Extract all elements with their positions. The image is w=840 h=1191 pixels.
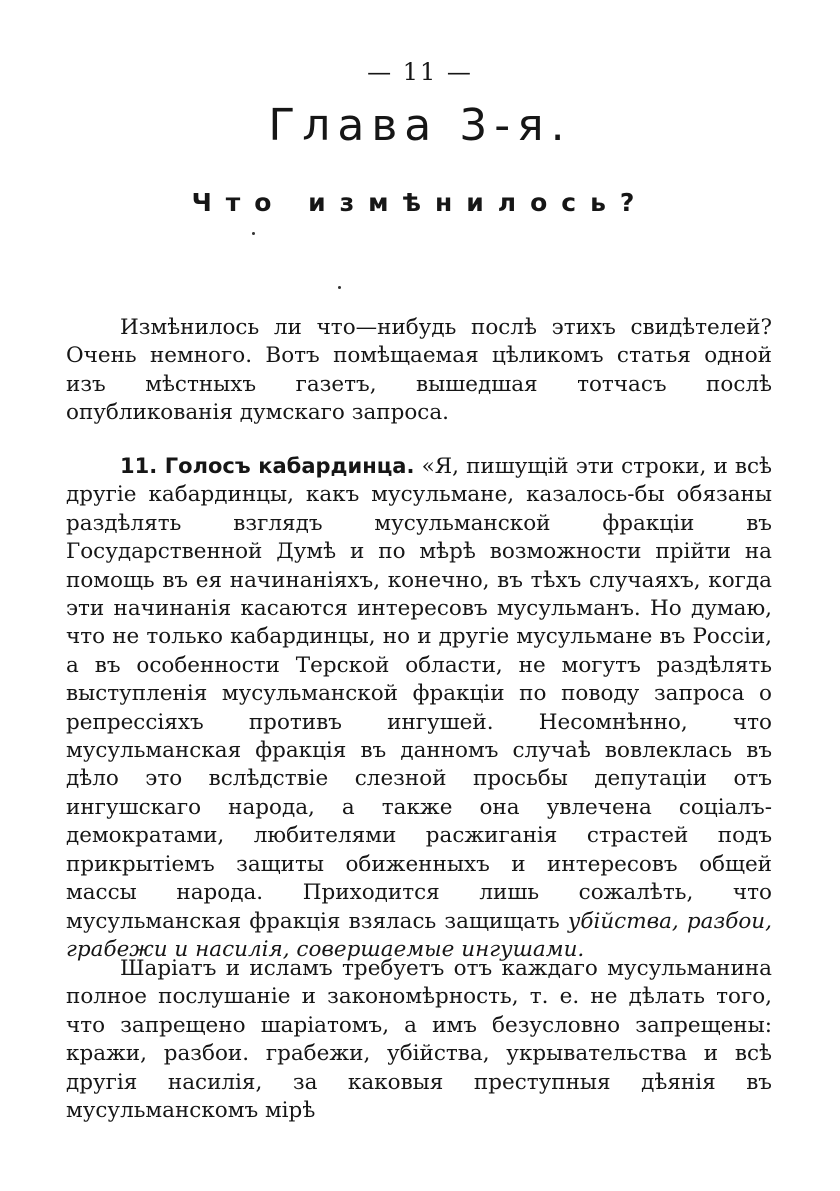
print-speck	[252, 232, 255, 235]
chapter-title: Глава 3-я.	[268, 100, 572, 151]
paragraph-1	[66, 314, 772, 428]
paragraph-1-text: Измѣнилось ли что—нибудь послѣ этихъ свидѣтелей? Очень немного. Вотъ помѣщаемая цѣликомъ статья одной изъ мѣстныхъ газетъ, вышедшая тотчасъ послѣ опубликованія думскаго запроса.	[66, 315, 772, 426]
section-heading: 11. Голосъ кабардинца.	[120, 454, 415, 478]
paragraph-2-italic: убійства, разбои, грабежи и насилія, совершаемые ингушами.	[66, 908, 772, 962]
paragraph-3-text: Шаріатъ и исламъ требуетъ отъ каждаго мусульманина полное послушаніе и закономѣрность, т. е. не дѣлать того, что запрещено шаріатомъ, а имъ безусловно запрещены: кражи, разбои. грабежи, убійства, укрывательства и всѣ другія насилія, за каковыя преступныя дѣянія въ мусульманскомъ мірѣ	[66, 956, 772, 1124]
paragraph-2-text	[66, 452, 772, 964]
paragraph-3	[66, 955, 772, 1125]
chapter-subtitle: Что измѣнилось?	[191, 188, 649, 217]
paragraph-2-body: «Я, пишущій эти строки, и всѣ другіе кабардинцы, какъ мусульмане, казалось-бы обязаны раздѣлять взглядъ мусульманской фракціи въ Государственной Думѣ и по мѣрѣ возможности прійти на помощь въ ея начинаніяхъ, конечно, въ тѣхъ случаяхъ, когда эти начинанія касаются интересовъ мусульманъ. Но думаю, что не только кабардинцы, но и другіе мусульмане въ Россіи, а въ особенности Терской области, не могутъ раздѣлять выступленія мусульманской фракціи по поводу запроса о репрессіяхъ противъ ингушей. Несомнѣнно, что мусульманская фракція въ данномъ случаѣ вовлеклась въ дѣло это вслѣдствіе слезной просьбы депутаціи отъ ингушскаго народа, а также она увлечена соціалъ-демократами, любителями расжиганія страстей подъ прикрытіемъ защиты обиженныхъ и интересовъ общей массы народа. Приходится лишь сожалѣть, что мусульманская фракція взялась защищать	[66, 454, 773, 934]
print-speck	[338, 286, 341, 289]
page-number: — 11 —	[367, 58, 473, 86]
paragraph-2	[66, 452, 772, 964]
